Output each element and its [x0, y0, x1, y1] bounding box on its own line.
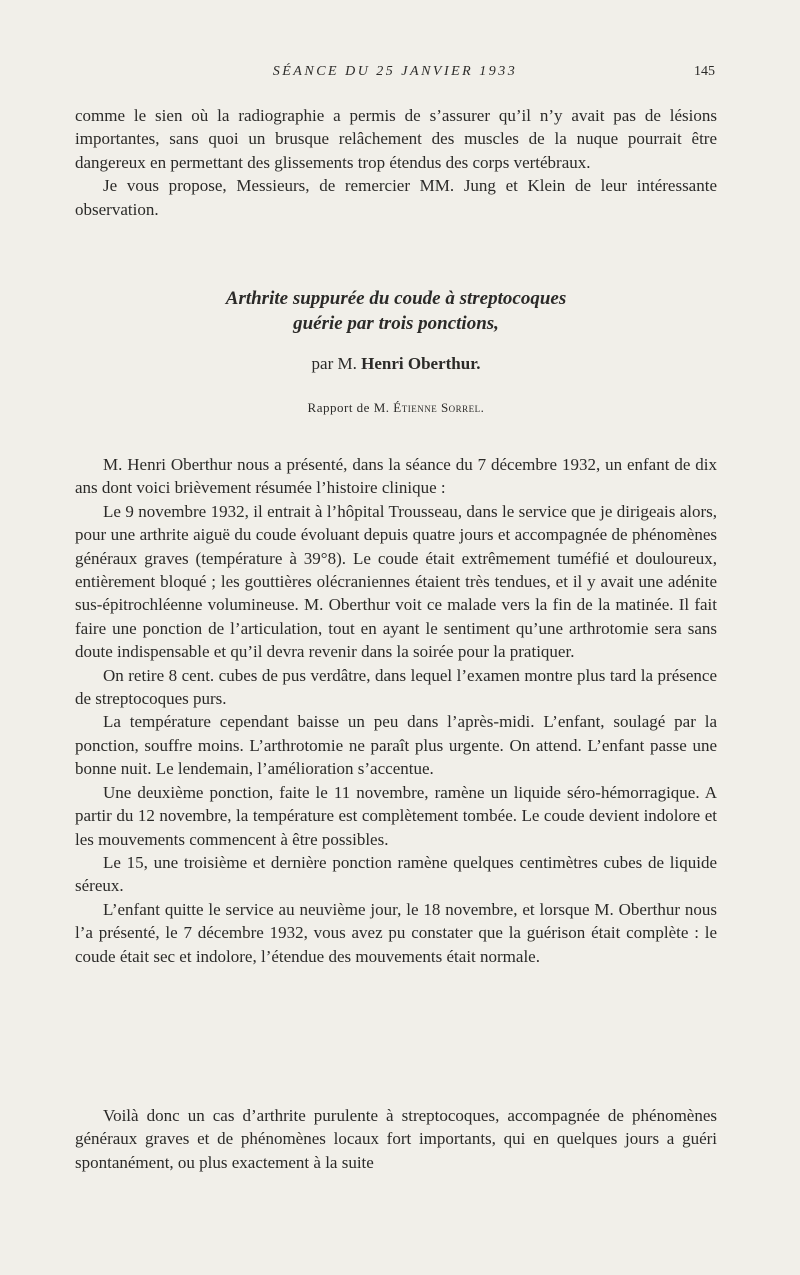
- body-paragraph-5: Une deuxième ponction, faite le 11 novembre, ramène un liquide séro-hémorragique. A partir du 12 novembre, la température est complètement tombée. Le coude devient indolore et les mouvements commencent à être possibles.: [75, 782, 717, 849]
- intro-paragraph-2: Je vous propose, Messieurs, de remercier MM. Jung et Klein de leur intéressante observation.: [75, 176, 717, 219]
- author-name: Henri Oberthur.: [361, 354, 481, 373]
- intro-text: [75, 104, 717, 221]
- report-prefix: Rapport de M.: [307, 400, 390, 415]
- byline-prefix: par M.: [311, 354, 357, 373]
- article-title-line-1: Arthrite suppurée du coude à streptocoques: [225, 288, 567, 309]
- body-paragraph-3: On retire 8 cent. cubes de pus verdâtre, dans lequel l’examen montre plus tard la présence de streptocoques purs.: [75, 665, 717, 709]
- body-paragraph-2: Le 9 novembre 1932, il entrait à l’hôpital Trousseau, dans le service que je dirigeais alors, pour une arthrite aiguë du coude évoluant depuis quatre jours et accompagnée de phénomènes généraux graves (température à 39°8). Le coude était extrêmement tuméfié et douloureux, entièrement bloqué ; les gouttières olécraniennes étaient très tendues, et il y avait une adénite sus-épitrochléenne volumineuse. M. Oberthur voit ce malade vers la fin de la matinée. Il fait faire une ponction de l’articulation, tout en ayant le sentiment qu’une arthrotomie sera sans doute indispensable et qu’il devra revenir dans la soirée pour la pratiquer.: [75, 501, 717, 662]
- body-paragraph-6: Le 15, une troisième et dernière ponction ramène quelques centimètres cubes de liquide séreux.: [75, 852, 717, 896]
- running-head: [75, 62, 715, 84]
- running-title: SÉANCE DU 25 JANVIER 1933: [272, 64, 518, 79]
- page-number: 145: [694, 64, 715, 79]
- article-title: [75, 286, 717, 336]
- article-title-line-2: guérie par trois ponctions,: [293, 313, 499, 334]
- reporter-name: Étienne Sorrel.: [393, 400, 485, 415]
- report-line: [75, 400, 717, 416]
- body-paragraph-7: L’enfant quitte le service au neuvième jour, le 18 novembre, et lorsque M. Oberthur nous l’a présenté, le 7 décembre 1932, vous avez pu constater que la guérison était complète : le coude était sec et indolore, l’étendue des mouvements était normale.: [75, 899, 717, 966]
- intro-paragraph-1: comme le sien où la radiographie a permis de s’assurer qu’il n’y avait pas de lésions importantes, sans quoi un brusque relâchement des muscles de la nuque pourrait être dangereux en permettant des glissements trop étendus des corps vertébraux.: [75, 106, 717, 172]
- closing-paragraph: Voilà donc un cas d’arthrite purulente à streptocoques, accompagnée de phénomènes généraux graves et de phénomènes locaux fort importants, qui en quelques jours a guéri spontanément, ou plus exactement à la suite: [75, 1106, 717, 1172]
- article-byline: [75, 354, 717, 374]
- body-paragraph-1: M. Henri Oberthur nous a présenté, dans la séance du 7 décembre 1932, un enfant de dix ans dont voici brièvement résumée l’histoire clinique :: [75, 455, 717, 498]
- closing-text: [75, 1104, 717, 1174]
- report-body: [75, 453, 717, 968]
- body-paragraph-4: La température cependant baisse un peu dans l’après-midi. L’enfant, soulagé par la ponction, souffre moins. L’arthrotomie ne paraît plus urgente. On attend. L’enfant passe une bonne nuit. Le lendemain, l’amélioration s’accentue.: [75, 712, 717, 779]
